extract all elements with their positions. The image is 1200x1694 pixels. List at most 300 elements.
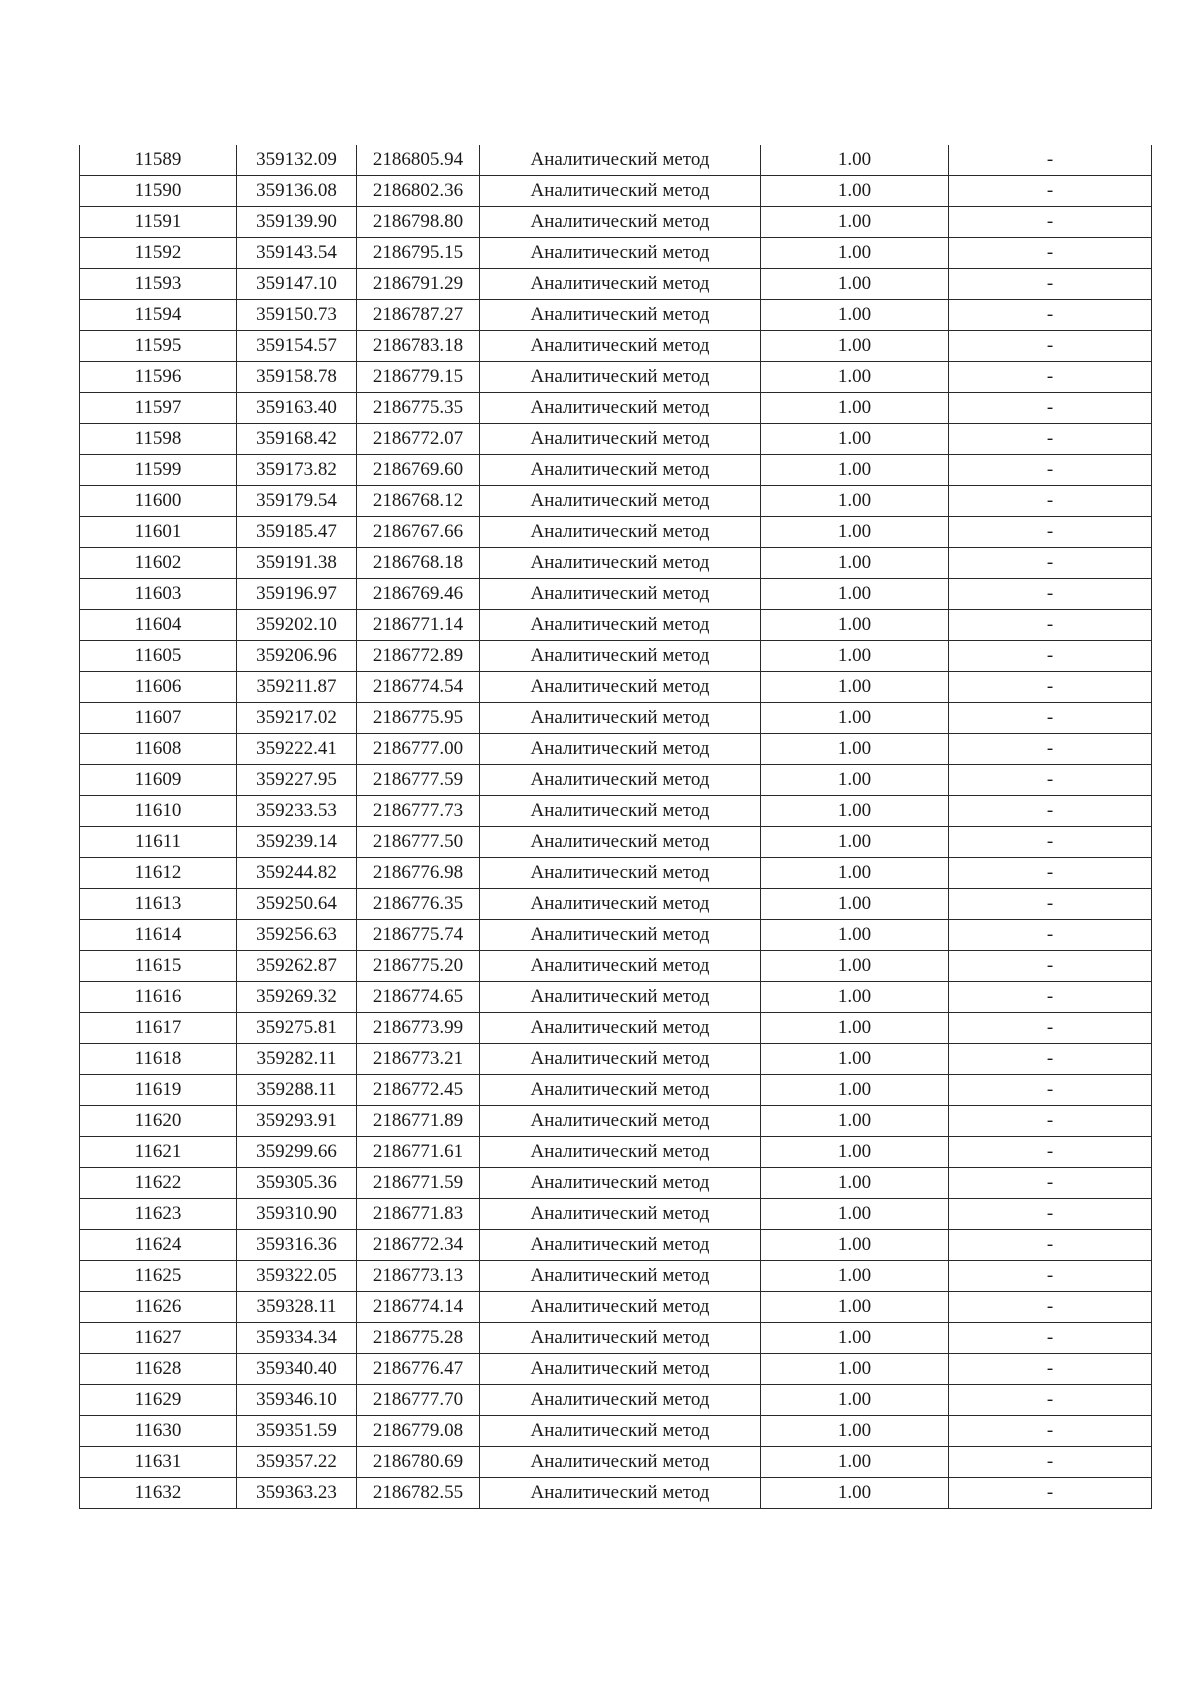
note-cell: - — [949, 579, 1152, 610]
x-coordinate-cell: 359293.91 — [237, 1106, 357, 1137]
point-number-cell: 11589 — [80, 145, 237, 176]
table-row — [80, 331, 1152, 362]
method-cell: Аналитический метод — [480, 1354, 761, 1385]
point-number-cell: 11612 — [80, 858, 237, 889]
method-cell: Аналитический метод — [480, 951, 761, 982]
note-cell: - — [949, 827, 1152, 858]
table-row — [80, 1261, 1152, 1292]
method-cell: Аналитический метод — [480, 1137, 761, 1168]
method-cell: Аналитический метод — [480, 765, 761, 796]
y-coordinate-cell: 2186771.89 — [357, 1106, 480, 1137]
x-coordinate-cell: 359191.38 — [237, 548, 357, 579]
method-cell: Аналитический метод — [480, 1044, 761, 1075]
note-cell: - — [949, 641, 1152, 672]
point-number-cell: 11608 — [80, 734, 237, 765]
method-cell: Аналитический метод — [480, 1385, 761, 1416]
note-cell: - — [949, 982, 1152, 1013]
table-row — [80, 858, 1152, 889]
table-row — [80, 393, 1152, 424]
x-coordinate-cell: 359357.22 — [237, 1447, 357, 1478]
table-row — [80, 548, 1152, 579]
accuracy-cell: 1.00 — [761, 486, 949, 517]
note-cell: - — [949, 1230, 1152, 1261]
table-row — [80, 1354, 1152, 1385]
method-cell: Аналитический метод — [480, 1447, 761, 1478]
y-coordinate-cell: 2186798.80 — [357, 207, 480, 238]
y-coordinate-cell: 2186805.94 — [357, 145, 480, 176]
note-cell: - — [949, 889, 1152, 920]
point-number-cell: 11594 — [80, 300, 237, 331]
accuracy-cell: 1.00 — [761, 1478, 949, 1509]
method-cell: Аналитический метод — [480, 858, 761, 889]
y-coordinate-cell: 2186776.35 — [357, 889, 480, 920]
point-number-cell: 11613 — [80, 889, 237, 920]
method-cell: Аналитический метод — [480, 703, 761, 734]
method-cell: Аналитический метод — [480, 1013, 761, 1044]
y-coordinate-cell: 2186779.15 — [357, 362, 480, 393]
table-row — [80, 1323, 1152, 1354]
table-row — [80, 1292, 1152, 1323]
note-cell: - — [949, 424, 1152, 455]
method-cell: Аналитический метод — [480, 331, 761, 362]
point-number-cell: 11600 — [80, 486, 237, 517]
point-number-cell: 11632 — [80, 1478, 237, 1509]
x-coordinate-cell: 359328.11 — [237, 1292, 357, 1323]
method-cell: Аналитический метод — [480, 827, 761, 858]
note-cell: - — [949, 517, 1152, 548]
table-row — [80, 300, 1152, 331]
x-coordinate-cell: 359154.57 — [237, 331, 357, 362]
point-number-cell: 11603 — [80, 579, 237, 610]
accuracy-cell: 1.00 — [761, 920, 949, 951]
y-coordinate-cell: 2186782.55 — [357, 1478, 480, 1509]
accuracy-cell: 1.00 — [761, 951, 949, 982]
accuracy-cell: 1.00 — [761, 1323, 949, 1354]
point-number-cell: 11609 — [80, 765, 237, 796]
table-row — [80, 1075, 1152, 1106]
method-cell: Аналитический метод — [480, 796, 761, 827]
table-row — [80, 1447, 1152, 1478]
y-coordinate-cell: 2186772.34 — [357, 1230, 480, 1261]
table-row — [80, 641, 1152, 672]
point-number-cell: 11621 — [80, 1137, 237, 1168]
note-cell: - — [949, 765, 1152, 796]
x-coordinate-cell: 359322.05 — [237, 1261, 357, 1292]
table-row — [80, 920, 1152, 951]
point-number-cell: 11610 — [80, 796, 237, 827]
x-coordinate-cell: 359132.09 — [237, 145, 357, 176]
method-cell: Аналитический метод — [480, 300, 761, 331]
x-coordinate-cell: 359173.82 — [237, 455, 357, 486]
y-coordinate-cell: 2186777.00 — [357, 734, 480, 765]
point-number-cell: 11607 — [80, 703, 237, 734]
table-row — [80, 145, 1152, 176]
x-coordinate-cell: 359244.82 — [237, 858, 357, 889]
note-cell: - — [949, 455, 1152, 486]
y-coordinate-cell: 2186777.73 — [357, 796, 480, 827]
accuracy-cell: 1.00 — [761, 765, 949, 796]
method-cell: Аналитический метод — [480, 1323, 761, 1354]
x-coordinate-cell: 359305.36 — [237, 1168, 357, 1199]
accuracy-cell: 1.00 — [761, 796, 949, 827]
note-cell: - — [949, 1323, 1152, 1354]
x-coordinate-cell: 359288.11 — [237, 1075, 357, 1106]
point-number-cell: 11611 — [80, 827, 237, 858]
method-cell: Аналитический метод — [480, 424, 761, 455]
point-number-cell: 11626 — [80, 1292, 237, 1323]
x-coordinate-cell: 359179.54 — [237, 486, 357, 517]
y-coordinate-cell: 2186777.50 — [357, 827, 480, 858]
point-number-cell: 11622 — [80, 1168, 237, 1199]
point-number-cell: 11593 — [80, 269, 237, 300]
x-coordinate-cell: 359211.87 — [237, 672, 357, 703]
point-number-cell: 11614 — [80, 920, 237, 951]
accuracy-cell: 1.00 — [761, 1044, 949, 1075]
note-cell: - — [949, 1106, 1152, 1137]
point-number-cell: 11615 — [80, 951, 237, 982]
point-number-cell: 11606 — [80, 672, 237, 703]
point-number-cell: 11595 — [80, 331, 237, 362]
note-cell: - — [949, 207, 1152, 238]
x-coordinate-cell: 359217.02 — [237, 703, 357, 734]
accuracy-cell: 1.00 — [761, 1447, 949, 1478]
x-coordinate-cell: 359139.90 — [237, 207, 357, 238]
method-cell: Аналитический метод — [480, 362, 761, 393]
accuracy-cell: 1.00 — [761, 269, 949, 300]
y-coordinate-cell: 2186772.07 — [357, 424, 480, 455]
y-coordinate-cell: 2186771.59 — [357, 1168, 480, 1199]
y-coordinate-cell: 2186783.18 — [357, 331, 480, 362]
method-cell: Аналитический метод — [480, 610, 761, 641]
method-cell: Аналитический метод — [480, 1168, 761, 1199]
point-number-cell: 11627 — [80, 1323, 237, 1354]
y-coordinate-cell: 2186787.27 — [357, 300, 480, 331]
accuracy-cell: 1.00 — [761, 610, 949, 641]
point-number-cell: 11620 — [80, 1106, 237, 1137]
accuracy-cell: 1.00 — [761, 1199, 949, 1230]
y-coordinate-cell: 2186771.14 — [357, 610, 480, 641]
y-coordinate-cell: 2186768.18 — [357, 548, 480, 579]
point-number-cell: 11617 — [80, 1013, 237, 1044]
x-coordinate-cell: 359158.78 — [237, 362, 357, 393]
method-cell: Аналитический метод — [480, 672, 761, 703]
y-coordinate-cell: 2186802.36 — [357, 176, 480, 207]
table-row — [80, 362, 1152, 393]
note-cell: - — [949, 1044, 1152, 1075]
method-cell: Аналитический метод — [480, 145, 761, 176]
accuracy-cell: 1.00 — [761, 1416, 949, 1447]
accuracy-cell: 1.00 — [761, 300, 949, 331]
y-coordinate-cell: 2186775.95 — [357, 703, 480, 734]
table-row — [80, 424, 1152, 455]
y-coordinate-cell: 2186779.08 — [357, 1416, 480, 1447]
y-coordinate-cell: 2186769.60 — [357, 455, 480, 486]
x-coordinate-cell: 359222.41 — [237, 734, 357, 765]
x-coordinate-cell: 359346.10 — [237, 1385, 357, 1416]
table-row — [80, 1013, 1152, 1044]
accuracy-cell: 1.00 — [761, 703, 949, 734]
note-cell: - — [949, 1478, 1152, 1509]
x-coordinate-cell: 359150.73 — [237, 300, 357, 331]
accuracy-cell: 1.00 — [761, 207, 949, 238]
note-cell: - — [949, 920, 1152, 951]
method-cell: Аналитический метод — [480, 1230, 761, 1261]
point-number-cell: 11625 — [80, 1261, 237, 1292]
point-number-cell: 11630 — [80, 1416, 237, 1447]
accuracy-cell: 1.00 — [761, 176, 949, 207]
y-coordinate-cell: 2186767.66 — [357, 517, 480, 548]
table-row — [80, 486, 1152, 517]
y-coordinate-cell: 2186776.98 — [357, 858, 480, 889]
x-coordinate-cell: 359233.53 — [237, 796, 357, 827]
method-cell: Аналитический метод — [480, 207, 761, 238]
y-coordinate-cell: 2186775.28 — [357, 1323, 480, 1354]
accuracy-cell: 1.00 — [761, 734, 949, 765]
accuracy-cell: 1.00 — [761, 517, 949, 548]
table-row — [80, 579, 1152, 610]
table-row — [80, 1478, 1152, 1509]
table-row — [80, 1230, 1152, 1261]
method-cell: Аналитический метод — [480, 1075, 761, 1106]
accuracy-cell: 1.00 — [761, 641, 949, 672]
note-cell: - — [949, 796, 1152, 827]
accuracy-cell: 1.00 — [761, 238, 949, 269]
x-coordinate-cell: 359275.81 — [237, 1013, 357, 1044]
x-coordinate-cell: 359340.40 — [237, 1354, 357, 1385]
note-cell: - — [949, 1447, 1152, 1478]
method-cell: Аналитический метод — [480, 734, 761, 765]
x-coordinate-cell: 359256.63 — [237, 920, 357, 951]
method-cell: Аналитический метод — [480, 1416, 761, 1447]
point-number-cell: 11629 — [80, 1385, 237, 1416]
y-coordinate-cell: 2186795.15 — [357, 238, 480, 269]
coordinates-table — [79, 145, 1152, 1509]
note-cell: - — [949, 548, 1152, 579]
point-number-cell: 11590 — [80, 176, 237, 207]
y-coordinate-cell: 2186774.14 — [357, 1292, 480, 1323]
table-row — [80, 610, 1152, 641]
note-cell: - — [949, 145, 1152, 176]
note-cell: - — [949, 734, 1152, 765]
point-number-cell: 11596 — [80, 362, 237, 393]
note-cell: - — [949, 1261, 1152, 1292]
point-number-cell: 11605 — [80, 641, 237, 672]
accuracy-cell: 1.00 — [761, 827, 949, 858]
table-row — [80, 176, 1152, 207]
y-coordinate-cell: 2186775.20 — [357, 951, 480, 982]
note-cell: - — [949, 1292, 1152, 1323]
x-coordinate-cell: 359136.08 — [237, 176, 357, 207]
accuracy-cell: 1.00 — [761, 982, 949, 1013]
method-cell: Аналитический метод — [480, 269, 761, 300]
table-row — [80, 238, 1152, 269]
x-coordinate-cell: 359282.11 — [237, 1044, 357, 1075]
table-row — [80, 951, 1152, 982]
method-cell: Аналитический метод — [480, 982, 761, 1013]
accuracy-cell: 1.00 — [761, 393, 949, 424]
coordinates-table-body — [80, 145, 1152, 1509]
x-coordinate-cell: 359185.47 — [237, 517, 357, 548]
table-row — [80, 269, 1152, 300]
table-row — [80, 734, 1152, 765]
note-cell: - — [949, 1137, 1152, 1168]
point-number-cell: 11591 — [80, 207, 237, 238]
point-number-cell: 11597 — [80, 393, 237, 424]
note-cell: - — [949, 1075, 1152, 1106]
y-coordinate-cell: 2186771.83 — [357, 1199, 480, 1230]
x-coordinate-cell: 359202.10 — [237, 610, 357, 641]
x-coordinate-cell: 359239.14 — [237, 827, 357, 858]
table-row — [80, 765, 1152, 796]
accuracy-cell: 1.00 — [761, 362, 949, 393]
accuracy-cell: 1.00 — [761, 1013, 949, 1044]
method-cell: Аналитический метод — [480, 486, 761, 517]
y-coordinate-cell: 2186769.46 — [357, 579, 480, 610]
x-coordinate-cell: 359196.97 — [237, 579, 357, 610]
method-cell: Аналитический метод — [480, 238, 761, 269]
accuracy-cell: 1.00 — [761, 331, 949, 362]
accuracy-cell: 1.00 — [761, 455, 949, 486]
y-coordinate-cell: 2186791.29 — [357, 269, 480, 300]
method-cell: Аналитический метод — [480, 1478, 761, 1509]
x-coordinate-cell: 359334.34 — [237, 1323, 357, 1354]
y-coordinate-cell: 2186771.61 — [357, 1137, 480, 1168]
accuracy-cell: 1.00 — [761, 672, 949, 703]
method-cell: Аналитический метод — [480, 1292, 761, 1323]
x-coordinate-cell: 359168.42 — [237, 424, 357, 455]
note-cell: - — [949, 703, 1152, 734]
point-number-cell: 11604 — [80, 610, 237, 641]
table-row — [80, 1168, 1152, 1199]
note-cell: - — [949, 331, 1152, 362]
y-coordinate-cell: 2186772.45 — [357, 1075, 480, 1106]
table-row — [80, 1044, 1152, 1075]
point-number-cell: 11619 — [80, 1075, 237, 1106]
point-number-cell: 11602 — [80, 548, 237, 579]
x-coordinate-cell: 359227.95 — [237, 765, 357, 796]
point-number-cell: 11628 — [80, 1354, 237, 1385]
point-number-cell: 11616 — [80, 982, 237, 1013]
note-cell: - — [949, 672, 1152, 703]
table-row — [80, 455, 1152, 486]
note-cell: - — [949, 486, 1152, 517]
y-coordinate-cell: 2186776.47 — [357, 1354, 480, 1385]
table-row — [80, 796, 1152, 827]
y-coordinate-cell: 2186772.89 — [357, 641, 480, 672]
accuracy-cell: 1.00 — [761, 1385, 949, 1416]
y-coordinate-cell: 2186780.69 — [357, 1447, 480, 1478]
method-cell: Аналитический метод — [480, 889, 761, 920]
accuracy-cell: 1.00 — [761, 889, 949, 920]
y-coordinate-cell: 2186777.59 — [357, 765, 480, 796]
point-number-cell: 11631 — [80, 1447, 237, 1478]
table-row — [80, 982, 1152, 1013]
x-coordinate-cell: 359250.64 — [237, 889, 357, 920]
point-number-cell: 11601 — [80, 517, 237, 548]
note-cell: - — [949, 1168, 1152, 1199]
y-coordinate-cell: 2186774.54 — [357, 672, 480, 703]
x-coordinate-cell: 359262.87 — [237, 951, 357, 982]
x-coordinate-cell: 359363.23 — [237, 1478, 357, 1509]
point-number-cell: 11598 — [80, 424, 237, 455]
method-cell: Аналитический метод — [480, 1106, 761, 1137]
note-cell: - — [949, 1385, 1152, 1416]
accuracy-cell: 1.00 — [761, 1168, 949, 1199]
note-cell: - — [949, 362, 1152, 393]
point-number-cell: 11618 — [80, 1044, 237, 1075]
y-coordinate-cell: 2186773.21 — [357, 1044, 480, 1075]
x-coordinate-cell: 359143.54 — [237, 238, 357, 269]
method-cell: Аналитический метод — [480, 1261, 761, 1292]
y-coordinate-cell: 2186773.13 — [357, 1261, 480, 1292]
x-coordinate-cell: 359351.59 — [237, 1416, 357, 1447]
accuracy-cell: 1.00 — [761, 1354, 949, 1385]
table-row — [80, 889, 1152, 920]
note-cell: - — [949, 858, 1152, 889]
y-coordinate-cell: 2186777.70 — [357, 1385, 480, 1416]
table-row — [80, 672, 1152, 703]
table-row — [80, 1416, 1152, 1447]
y-coordinate-cell: 2186774.65 — [357, 982, 480, 1013]
method-cell: Аналитический метод — [480, 517, 761, 548]
method-cell: Аналитический метод — [480, 548, 761, 579]
table-row — [80, 1385, 1152, 1416]
x-coordinate-cell: 359299.66 — [237, 1137, 357, 1168]
method-cell: Аналитический метод — [480, 455, 761, 486]
method-cell: Аналитический метод — [480, 920, 761, 951]
accuracy-cell: 1.00 — [761, 145, 949, 176]
note-cell: - — [949, 1199, 1152, 1230]
accuracy-cell: 1.00 — [761, 1106, 949, 1137]
y-coordinate-cell: 2186775.74 — [357, 920, 480, 951]
table-row — [80, 1106, 1152, 1137]
x-coordinate-cell: 359163.40 — [237, 393, 357, 424]
table-row — [80, 517, 1152, 548]
table-row — [80, 207, 1152, 238]
method-cell: Аналитический метод — [480, 393, 761, 424]
note-cell: - — [949, 1416, 1152, 1447]
x-coordinate-cell: 359316.36 — [237, 1230, 357, 1261]
method-cell: Аналитический метод — [480, 641, 761, 672]
table-row — [80, 1137, 1152, 1168]
table-row — [80, 703, 1152, 734]
table-row — [80, 827, 1152, 858]
note-cell: - — [949, 610, 1152, 641]
table-row — [80, 1199, 1152, 1230]
x-coordinate-cell: 359269.32 — [237, 982, 357, 1013]
y-coordinate-cell: 2186775.35 — [357, 393, 480, 424]
x-coordinate-cell: 359310.90 — [237, 1199, 357, 1230]
note-cell: - — [949, 393, 1152, 424]
point-number-cell: 11624 — [80, 1230, 237, 1261]
note-cell: - — [949, 176, 1152, 207]
note-cell: - — [949, 269, 1152, 300]
note-cell: - — [949, 1013, 1152, 1044]
point-number-cell: 11592 — [80, 238, 237, 269]
note-cell: - — [949, 1354, 1152, 1385]
method-cell: Аналитический метод — [480, 1199, 761, 1230]
accuracy-cell: 1.00 — [761, 858, 949, 889]
accuracy-cell: 1.00 — [761, 548, 949, 579]
note-cell: - — [949, 238, 1152, 269]
x-coordinate-cell: 359206.96 — [237, 641, 357, 672]
accuracy-cell: 1.00 — [761, 1292, 949, 1323]
accuracy-cell: 1.00 — [761, 1137, 949, 1168]
accuracy-cell: 1.00 — [761, 424, 949, 455]
note-cell: - — [949, 951, 1152, 982]
accuracy-cell: 1.00 — [761, 1261, 949, 1292]
y-coordinate-cell: 2186773.99 — [357, 1013, 480, 1044]
